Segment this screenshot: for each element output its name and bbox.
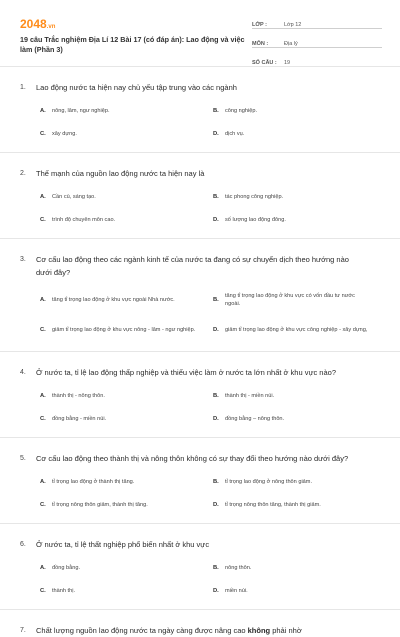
option-a[interactable] [40, 471, 213, 494]
option-text: tác phong công nghiệp. [225, 194, 284, 201]
logo-suffix: .vn [46, 24, 56, 30]
option-letter: A. [40, 393, 46, 400]
option-c[interactable] [40, 580, 213, 603]
option-c[interactable] [40, 408, 213, 431]
option-text: nông thôn. [225, 565, 252, 572]
question-3 [0, 238, 400, 351]
option-text: tăng tỉ trọng lao động ở khu vực có vốn đầu tư nước ngoài. [225, 292, 355, 307]
option-b[interactable] [213, 100, 386, 123]
question-text: Thế mạnh của nguồn lao động nước ta hiện nay là [36, 169, 205, 178]
option-c[interactable] [40, 494, 213, 517]
option-text: công nghiệp. [225, 108, 258, 115]
option-c[interactable] [40, 209, 213, 232]
option-letter: D. [213, 416, 219, 423]
option-letter: B. [213, 565, 219, 572]
option-a[interactable] [40, 100, 213, 123]
meta-value: Địa lý [284, 41, 298, 47]
option-letter: B. [213, 296, 219, 303]
question-5 [0, 437, 400, 523]
meta-value: Lớp 12 [284, 22, 302, 28]
question-number: 4. [20, 369, 26, 376]
option-text: xây dựng. [52, 131, 77, 138]
question-4 [0, 351, 400, 437]
question-text [36, 624, 386, 637]
option-letter: D. [213, 588, 219, 595]
option-letter: B. [213, 194, 219, 201]
option-a[interactable] [40, 186, 213, 209]
site-logo[interactable] [20, 17, 55, 31]
question-7 [0, 609, 400, 637]
option-text: đồng bằng – nông thôn. [225, 416, 285, 423]
option-letter: B. [213, 108, 219, 115]
option-d[interactable] [213, 494, 386, 517]
option-text: tỉ trọng lao động ở thành thị tăng. [52, 479, 135, 486]
option-b[interactable] [213, 385, 386, 408]
option-text: thành thị. [52, 588, 76, 595]
option-text: tỉ trọng lao động ở nông thôn giảm. [225, 479, 313, 486]
question-text: Cơ cấu lao động theo các ngành kinh tế của nước ta đang có sự chuyển dịch theo hướng nào dưới đây? [36, 255, 349, 277]
option-b[interactable] [213, 285, 386, 315]
option-text: giảm tỉ trọng lao động ở khu vực công nghiệp - xây dựng, [225, 326, 368, 333]
question-list [0, 66, 400, 637]
option-letter: D. [213, 326, 219, 333]
meta-table [252, 14, 382, 71]
option-letter: D. [213, 502, 219, 509]
option-d[interactable] [213, 123, 386, 146]
option-text: dịch vụ. [225, 131, 245, 138]
option-letter: C. [40, 131, 46, 138]
option-text: trình độ chuyên môn cao. [52, 217, 116, 224]
meta-value: 19 [284, 60, 291, 66]
option-d[interactable] [213, 209, 386, 232]
meta-row-class [252, 14, 382, 29]
option-d[interactable] [213, 580, 386, 603]
question-number: 6. [20, 541, 26, 548]
option-text: miền núi. [225, 588, 248, 595]
option-letter: C. [40, 217, 46, 224]
option-letter: A. [40, 108, 46, 115]
option-c[interactable] [40, 123, 213, 146]
option-b[interactable] [213, 186, 386, 209]
logo-number: 2048 [20, 17, 47, 31]
meta-label: MÔN : [252, 41, 269, 47]
option-d[interactable] [213, 315, 386, 345]
option-text: tỉ trọng nông thôn giảm, thành thị tăng. [52, 502, 148, 509]
meta-label: SỐ CÂU : [252, 60, 277, 66]
option-text: thành thị - miền núi. [225, 393, 275, 400]
option-letter: A. [40, 479, 46, 486]
option-text: số lượng lao động đông. [225, 217, 286, 224]
question-text-start: Chất lượng nguồn lao động nước ta ngày càng được nâng cao [36, 626, 248, 635]
question-number: 3. [20, 256, 26, 263]
option-letter: B. [213, 393, 219, 400]
option-b[interactable] [213, 557, 386, 580]
question-text: Lao động nước ta hiện nay chủ yếu tập trung vào các ngành [36, 83, 237, 92]
meta-label: LỚP : [252, 22, 267, 28]
option-letter: A. [40, 194, 46, 201]
option-d[interactable] [213, 408, 386, 431]
question-number: 2. [20, 170, 26, 177]
option-letter: D. [213, 217, 219, 224]
option-c[interactable] [40, 315, 213, 345]
document-title: 19 câu Trắc nghiệm Địa Lí 12 Bài 17 (có đáp án): Lao động và việc làm (Phần 3) [20, 35, 245, 54]
question-text: Cơ cấu lao động theo thành thị và nông thôn không có sự thay đổi theo hướng nào dưới đây? [36, 454, 349, 463]
option-a[interactable] [40, 285, 213, 315]
option-letter: A. [40, 296, 46, 303]
option-text: thành thị - nông thôn. [52, 393, 105, 400]
option-letter: D. [213, 131, 219, 138]
question-text-end: phải nhờ [270, 626, 302, 635]
option-text: đồng bằng. [52, 565, 80, 572]
question-6 [0, 523, 400, 609]
option-letter: A. [40, 565, 46, 572]
question-text-emphasis: không [247, 626, 271, 635]
option-text: nông, lâm, ngư nghiệp. [52, 108, 110, 115]
option-a[interactable] [40, 385, 213, 408]
option-letter: C. [40, 502, 46, 509]
question-text: Ở nước ta, tỉ lệ thất nghiệp phổ biến nhất ở khu vực [36, 540, 210, 549]
option-b[interactable] [213, 471, 386, 494]
question-number: 7. [20, 627, 26, 634]
meta-row-count [252, 52, 382, 67]
question-number: 5. [20, 455, 26, 462]
option-a[interactable] [40, 557, 213, 580]
question-1 [0, 66, 400, 152]
meta-row-subject [252, 33, 382, 48]
option-letter: C. [40, 588, 46, 595]
option-text: giảm tỉ trọng lao động ở khu vực nông - lâm - ngư nghiệp. [52, 326, 196, 333]
option-text: tỉ trọng nông thôn tăng, thành thị giảm. [225, 502, 321, 509]
option-letter: C. [40, 326, 46, 333]
question-2 [0, 152, 400, 238]
option-text: Cần cù, sáng tạo. [52, 194, 96, 201]
question-number: 1. [20, 84, 26, 91]
option-letter: C. [40, 416, 46, 423]
question-text: Ở nước ta, tỉ lệ lao động thấp nghiệp và thiếu việc làm ở nước ta lớn nhất ở khu vực nào? [36, 368, 336, 377]
option-letter: B. [213, 479, 219, 486]
document-header [0, 0, 400, 66]
option-text: tăng tỉ trọng lao động ở khu vực ngoài Nhà nước. [52, 296, 175, 303]
option-text: đồng bằng - miền núi. [52, 416, 107, 423]
